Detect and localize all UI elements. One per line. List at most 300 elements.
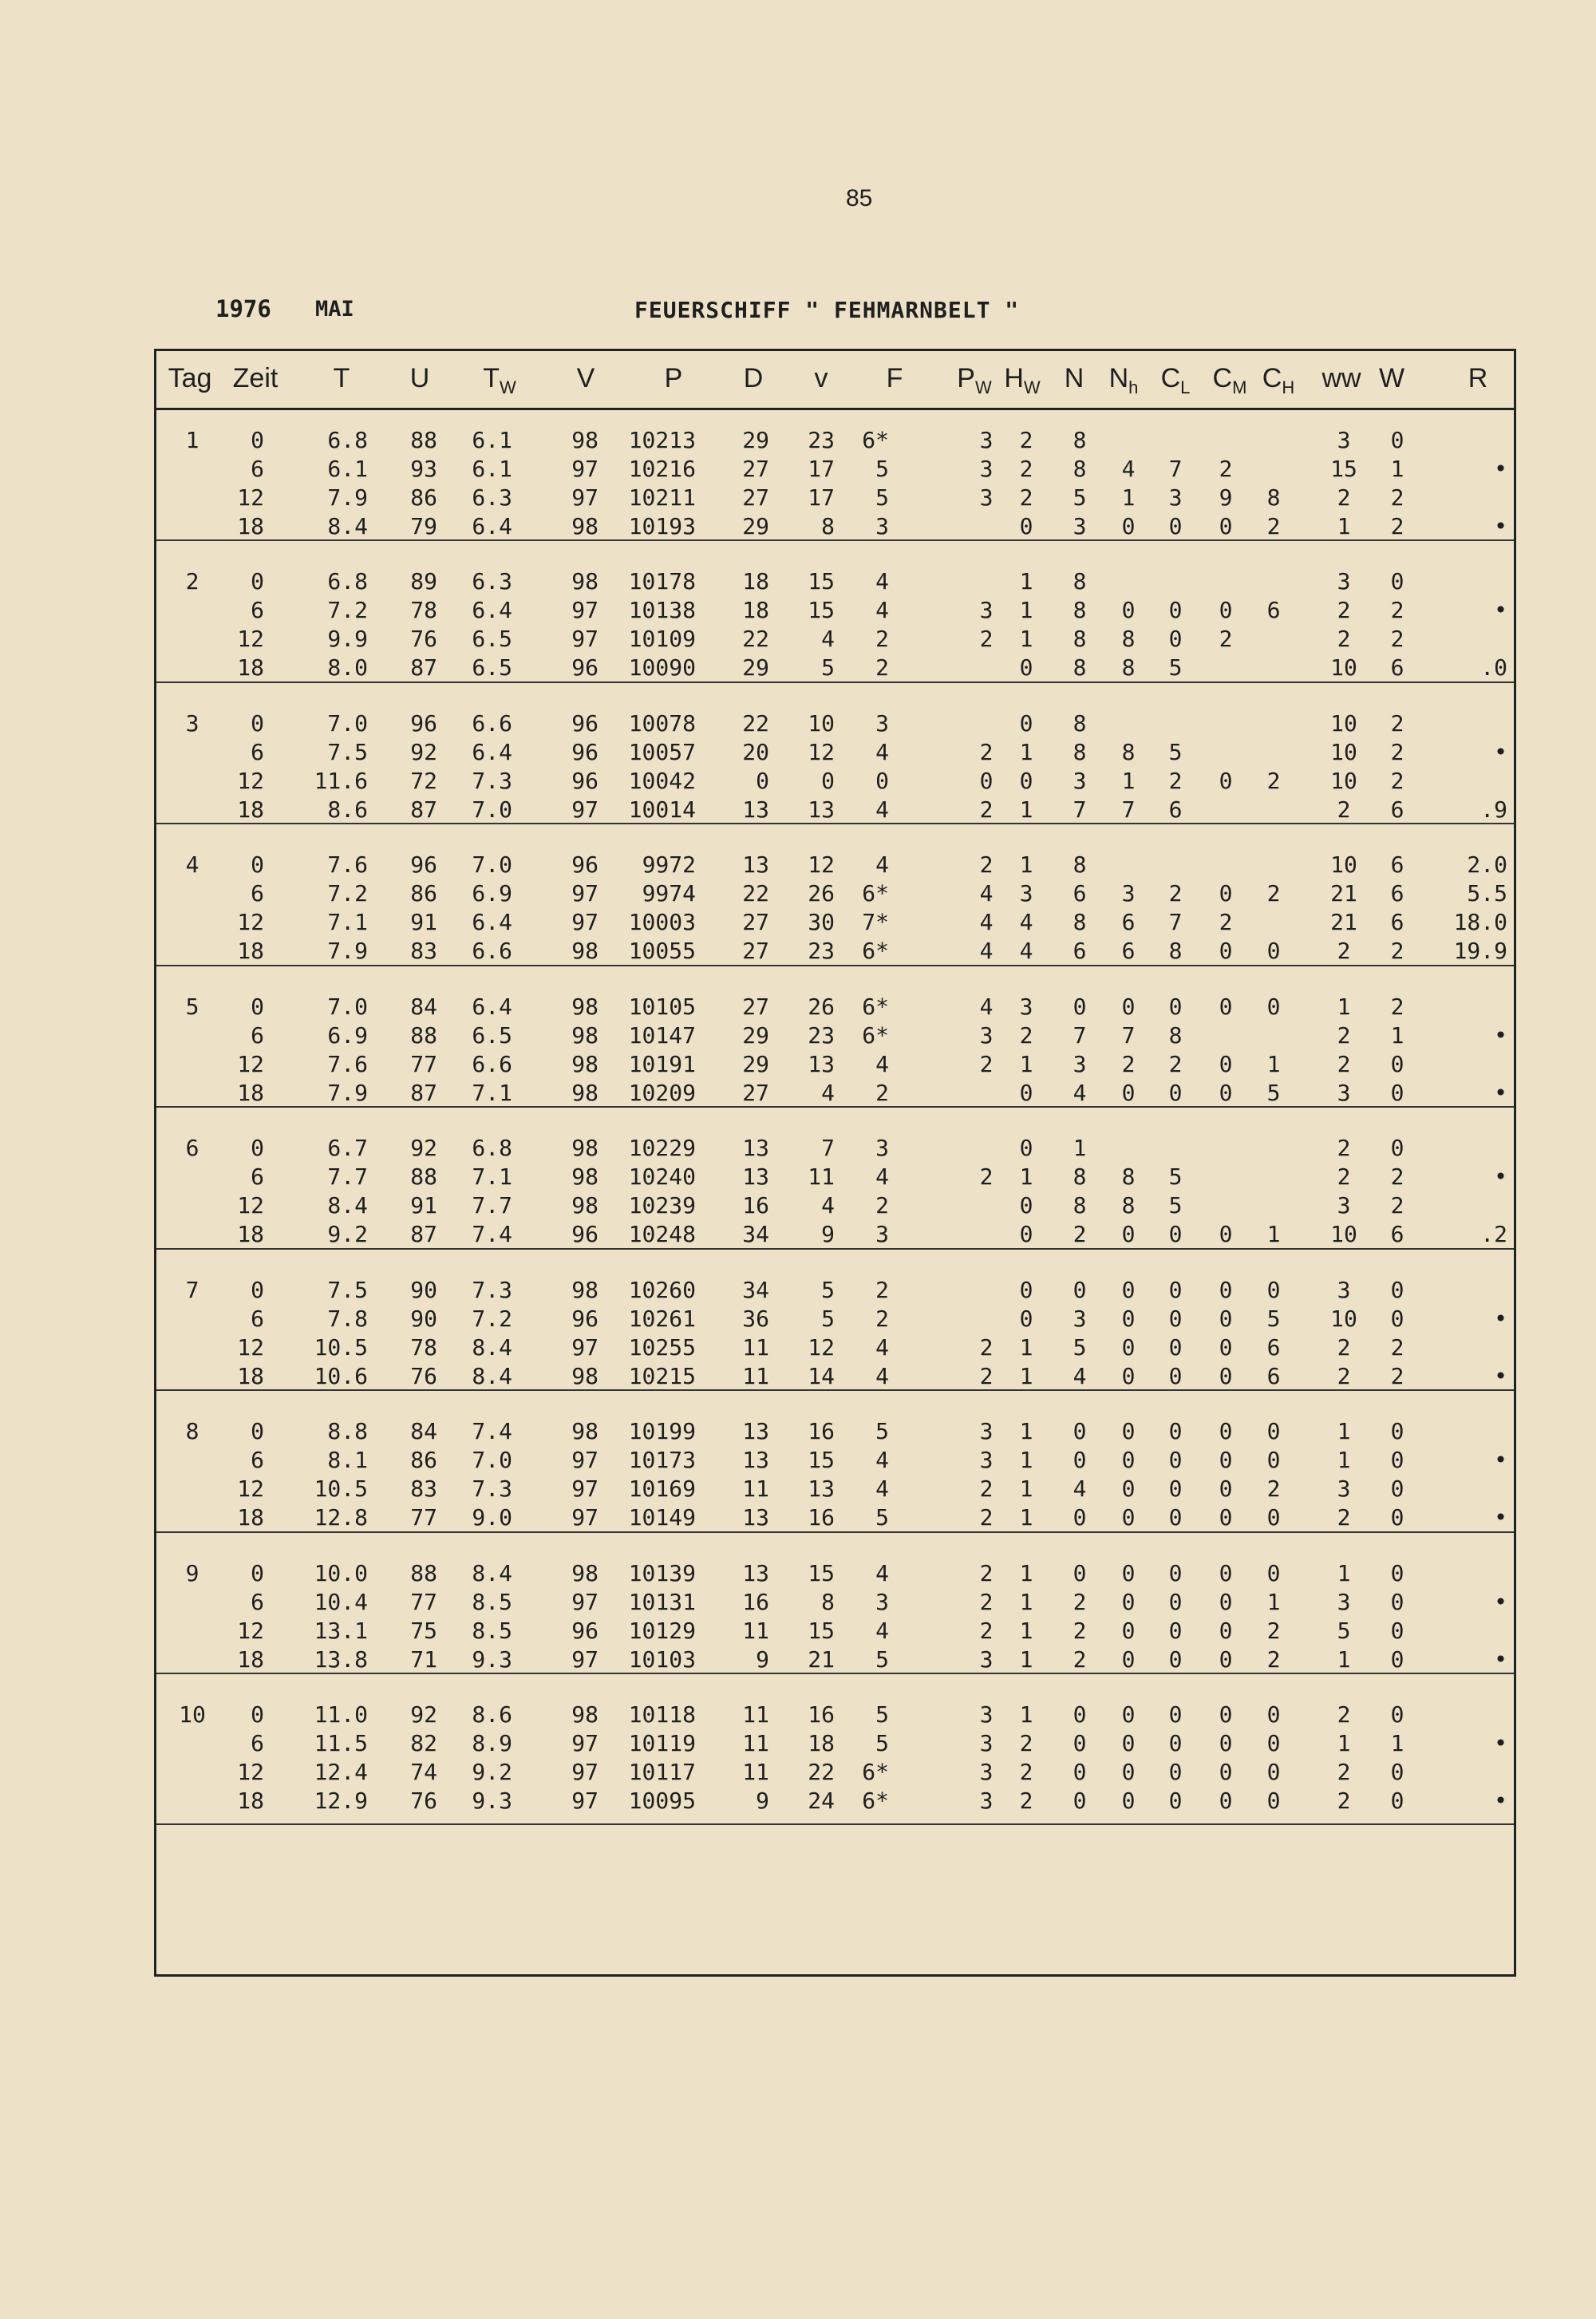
table-cell: 1 bbox=[1019, 1363, 1033, 1389]
table-cell: 2 bbox=[875, 1080, 889, 1106]
table-cell: 9.3 bbox=[472, 1646, 512, 1673]
table-cell: • bbox=[1494, 1447, 1507, 1473]
table-cell: 1 bbox=[1266, 1221, 1281, 1247]
table-cell: • bbox=[1494, 456, 1507, 482]
table-cell: 98 bbox=[571, 568, 598, 595]
table-cell: 5 bbox=[1337, 1618, 1351, 1644]
table-cell: 18 bbox=[237, 1788, 264, 1814]
table-cell: 7* bbox=[862, 909, 889, 935]
table-cell: 0 bbox=[1219, 1334, 1233, 1361]
table-cell: 18 bbox=[808, 1730, 835, 1756]
table-cell: 18.0 bbox=[1453, 909, 1507, 935]
table-cell: 6 bbox=[1390, 880, 1404, 907]
table-cell: 96 bbox=[571, 851, 598, 878]
table-cell: 0 bbox=[1219, 768, 1233, 794]
day-tag: 6 bbox=[185, 1135, 200, 1161]
table-cell: 2 bbox=[979, 1589, 994, 1615]
table-cell: 3 bbox=[979, 1759, 994, 1785]
table-cell: 0 bbox=[1219, 1476, 1233, 1502]
table-cell: 98 bbox=[571, 1363, 598, 1389]
table-cell: 21 bbox=[1330, 909, 1357, 935]
table-cell: 6 bbox=[251, 597, 264, 623]
table-cell: 89 bbox=[410, 568, 437, 595]
table-cell: 8.9 bbox=[472, 1730, 512, 1756]
table-cell: 2 bbox=[1019, 456, 1033, 482]
table-cell: 0 bbox=[1168, 1447, 1183, 1473]
table-cell: 1 bbox=[1019, 796, 1033, 823]
table-cell: 10105 bbox=[628, 994, 696, 1020]
table-cell: 1 bbox=[1019, 597, 1033, 623]
table-cell: 8.4 bbox=[472, 1334, 512, 1361]
column-header-label: C bbox=[1262, 363, 1282, 393]
table-row bbox=[156, 1022, 1513, 1051]
table-cell: 15 bbox=[808, 568, 835, 595]
table-cell: 0 bbox=[1219, 1306, 1233, 1332]
table-cell: 2 bbox=[1219, 909, 1233, 935]
table-cell: 16 bbox=[808, 1701, 835, 1728]
table-cell: 6 bbox=[251, 1730, 264, 1756]
table-cell: 11 bbox=[742, 1730, 769, 1756]
table-cell: 29 bbox=[742, 654, 769, 681]
table-cell: 2 bbox=[1337, 938, 1351, 964]
table-cell: 4 bbox=[821, 1192, 835, 1219]
table-cell: 4 bbox=[979, 880, 994, 907]
table-cell: 2 bbox=[1390, 710, 1404, 737]
table-row bbox=[156, 1135, 1513, 1163]
table-cell: 9 bbox=[1219, 484, 1233, 511]
table-cell: 97 bbox=[571, 1447, 598, 1473]
table-cell: .2 bbox=[1480, 1221, 1507, 1247]
table-cell: 5 bbox=[875, 1701, 889, 1728]
table-cell: 7.0 bbox=[327, 994, 368, 1020]
table-cell: 10178 bbox=[628, 568, 696, 595]
table-cell: 0 bbox=[1121, 1589, 1136, 1615]
table-cell: 8 bbox=[1073, 739, 1087, 765]
table-cell: 5 bbox=[875, 1418, 889, 1444]
table-cell: 98 bbox=[571, 427, 598, 453]
table-cell: 0 bbox=[1390, 1476, 1404, 1502]
table-cell: 6 bbox=[1266, 1334, 1281, 1361]
table-cell: 4 bbox=[875, 1163, 889, 1190]
table-cell: 3 bbox=[979, 456, 994, 482]
table-cell: 10119 bbox=[628, 1730, 696, 1756]
table-cell: 18 bbox=[237, 1646, 264, 1673]
table-cell: 10213 bbox=[628, 427, 696, 453]
table-cell: 10209 bbox=[628, 1080, 696, 1106]
table-cell: 3 bbox=[979, 1730, 994, 1756]
table-cell: 12.9 bbox=[314, 1788, 368, 1814]
table-cell: 18 bbox=[237, 654, 264, 681]
table-cell: 0 bbox=[1168, 1589, 1183, 1615]
table-cell: 2 bbox=[1390, 626, 1404, 652]
table-cell: 5 bbox=[1168, 1192, 1183, 1219]
table-cell: 0 bbox=[1121, 1080, 1136, 1106]
table-cell: 4 bbox=[1121, 456, 1136, 482]
table-cell: 83 bbox=[410, 938, 437, 964]
table-cell: 7.2 bbox=[472, 1306, 512, 1332]
column-header-10 bbox=[957, 363, 991, 398]
table-cell: 8.1 bbox=[327, 1447, 368, 1473]
table-cell: 7 bbox=[821, 1135, 835, 1161]
table-cell: 6 bbox=[251, 456, 264, 482]
table-cell: 6.9 bbox=[327, 1022, 368, 1049]
table-cell: 0 bbox=[1219, 1560, 1233, 1586]
table-cell: 4 bbox=[875, 1560, 889, 1586]
table-cell: 97 bbox=[571, 1788, 598, 1814]
table-cell: 3 bbox=[1337, 1277, 1351, 1303]
table-cell: 0 bbox=[1073, 1788, 1087, 1814]
column-header-label: R bbox=[1468, 363, 1488, 393]
table-cell: 0 bbox=[251, 1560, 264, 1586]
table-cell: 0 bbox=[1219, 1277, 1233, 1303]
table-cell: 4 bbox=[875, 1618, 889, 1644]
table-row bbox=[156, 427, 1513, 456]
table-cell: 0 bbox=[1219, 1418, 1233, 1444]
table-cell: 97 bbox=[571, 796, 598, 823]
table-cell: 2 bbox=[1337, 1701, 1351, 1728]
table-cell: 5 bbox=[875, 1504, 889, 1531]
table-cell: 97 bbox=[571, 1504, 598, 1531]
table-cell: 0 bbox=[1121, 1277, 1136, 1303]
table-cell: 2 bbox=[1337, 1334, 1351, 1361]
table-row bbox=[156, 938, 1513, 966]
table-cell: 0 bbox=[1019, 1306, 1033, 1332]
table-cell: 13 bbox=[742, 1418, 769, 1444]
table-row bbox=[156, 1589, 1513, 1618]
table-cell: 0 bbox=[1121, 1560, 1136, 1586]
column-header-subscript: L bbox=[1180, 377, 1191, 397]
table-cell: 8 bbox=[1073, 626, 1087, 652]
table-cell: 6 bbox=[1266, 1363, 1281, 1389]
table-cell: 0 bbox=[1168, 1618, 1183, 1644]
table-cell: 0 bbox=[1219, 938, 1233, 964]
table-cell: 10109 bbox=[628, 626, 696, 652]
table-cell: • bbox=[1494, 1504, 1507, 1531]
day-separator bbox=[156, 1248, 1514, 1250]
table-cell: 11 bbox=[742, 1334, 769, 1361]
table-cell: 10211 bbox=[628, 484, 696, 511]
column-header-subscript: W bbox=[500, 377, 516, 397]
table-cell: 18 bbox=[237, 1080, 264, 1106]
table-cell: 4 bbox=[875, 739, 889, 765]
table-cell: 98 bbox=[571, 1560, 598, 1586]
table-cell: 18 bbox=[742, 568, 769, 595]
table-cell: 12 bbox=[237, 909, 264, 935]
column-header-4 bbox=[483, 363, 516, 398]
table-cell: 0 bbox=[1121, 1730, 1136, 1756]
table-cell: 0 bbox=[1219, 1618, 1233, 1644]
table-cell: 10147 bbox=[628, 1022, 696, 1049]
table-cell: 3 bbox=[979, 1646, 994, 1673]
table-cell: 77 bbox=[410, 1589, 437, 1615]
table-cell: 2 bbox=[1019, 1022, 1033, 1049]
table-cell: 2 bbox=[1073, 1646, 1087, 1673]
column-header-3 bbox=[410, 363, 430, 394]
table-row bbox=[156, 568, 1513, 597]
table-cell: 8.4 bbox=[472, 1560, 512, 1586]
day-separator bbox=[156, 823, 1514, 824]
table-cell: 6.6 bbox=[472, 1051, 512, 1077]
table-cell: 9974 bbox=[642, 880, 696, 907]
table-cell: 13 bbox=[742, 796, 769, 823]
table-cell: 6 bbox=[1168, 796, 1183, 823]
table-cell: 3 bbox=[875, 1589, 889, 1615]
table-cell: 1 bbox=[1337, 1447, 1351, 1473]
table-cell: 10103 bbox=[628, 1646, 696, 1673]
table-cell: 3 bbox=[1073, 513, 1087, 539]
table-cell: 8 bbox=[1073, 427, 1087, 453]
table-cell: 82 bbox=[410, 1730, 437, 1756]
table-cell: 76 bbox=[410, 1363, 437, 1389]
table-cell: 12 bbox=[237, 1618, 264, 1644]
table-cell: • bbox=[1494, 1163, 1507, 1190]
table-row bbox=[156, 1306, 1513, 1334]
table-row bbox=[156, 1447, 1513, 1476]
table-cell: 12 bbox=[237, 1759, 264, 1785]
table-cell: 0 bbox=[1073, 994, 1087, 1020]
table-cell: 3 bbox=[1019, 880, 1033, 907]
table-cell: 0 bbox=[1219, 1701, 1233, 1728]
table-cell: 13 bbox=[742, 1447, 769, 1473]
table-cell: 0 bbox=[1168, 1504, 1183, 1531]
table-cell: 7.9 bbox=[327, 938, 368, 964]
table-cell: 12 bbox=[237, 1334, 264, 1361]
table-cell: 9.9 bbox=[327, 626, 368, 652]
table-cell: 6 bbox=[1390, 909, 1404, 935]
table-cell: 18 bbox=[237, 796, 264, 823]
table-cell: 0 bbox=[1121, 1646, 1136, 1673]
table-cell: 2 bbox=[1168, 1051, 1183, 1077]
table-cell: 2 bbox=[1219, 626, 1233, 652]
table-cell: 8 bbox=[1073, 654, 1087, 681]
table-cell: 88 bbox=[410, 1560, 437, 1586]
table-cell: 14 bbox=[808, 1363, 835, 1389]
table-cell: 0 bbox=[251, 1418, 264, 1444]
table-cell: 79 bbox=[410, 513, 437, 539]
table-cell: 3 bbox=[1337, 1192, 1351, 1219]
table-cell: 10 bbox=[1330, 768, 1357, 794]
column-header-label: W bbox=[1378, 363, 1405, 393]
table-cell: 2 bbox=[1390, 513, 1404, 539]
table-cell: 10.4 bbox=[314, 1589, 368, 1615]
table-cell: 2 bbox=[979, 1163, 994, 1190]
table-cell: 1 bbox=[1019, 1646, 1033, 1673]
table-cell: 11 bbox=[808, 1163, 835, 1190]
table-cell: 96 bbox=[571, 768, 598, 794]
table-cell: 10 bbox=[1330, 710, 1357, 737]
table-cell: 0 bbox=[1121, 513, 1136, 539]
table-cell: 0 bbox=[1121, 1418, 1136, 1444]
table-cell: 7.1 bbox=[472, 1080, 512, 1106]
table-cell: 97 bbox=[571, 1759, 598, 1785]
table-cell: 23 bbox=[808, 1022, 835, 1049]
table-cell: 0 bbox=[1168, 1701, 1183, 1728]
table-cell: 13 bbox=[742, 1504, 769, 1531]
table-cell: 0 bbox=[251, 1135, 264, 1161]
table-cell: 0 bbox=[1390, 1759, 1404, 1785]
table-cell: 0 bbox=[251, 710, 264, 737]
table-cell: 0 bbox=[1019, 1192, 1033, 1219]
table-cell: 6 bbox=[1073, 938, 1087, 964]
table-cell: 3 bbox=[979, 1788, 994, 1814]
table-cell: 10078 bbox=[628, 710, 696, 737]
table-row bbox=[156, 1418, 1513, 1447]
table-cell: 9972 bbox=[642, 851, 696, 878]
table-cell: 0 bbox=[1219, 1504, 1233, 1531]
table-cell: 0 bbox=[1121, 597, 1136, 623]
table-cell: 0 bbox=[1390, 1306, 1404, 1332]
table-cell: 8 bbox=[1121, 654, 1136, 681]
table-row bbox=[156, 1277, 1513, 1306]
table-cell: 11.5 bbox=[314, 1730, 368, 1756]
table-cell: 90 bbox=[410, 1277, 437, 1303]
day-separator bbox=[156, 965, 1514, 966]
column-header-label: H bbox=[1004, 363, 1024, 393]
table-cell: 86 bbox=[410, 1447, 437, 1473]
table-cell: 11.6 bbox=[314, 768, 368, 794]
column-header-14 bbox=[1161, 363, 1191, 398]
table-cell: 0 bbox=[1168, 1306, 1183, 1332]
column-header-label: T bbox=[333, 363, 350, 393]
table-cell: 10191 bbox=[628, 1051, 696, 1077]
table-cell: 0 bbox=[979, 768, 994, 794]
table-cell: 97 bbox=[571, 1730, 598, 1756]
column-header-7 bbox=[744, 363, 764, 394]
table-cell: 1 bbox=[1019, 1334, 1033, 1361]
table-cell: 0 bbox=[1121, 1363, 1136, 1389]
table-cell: 0 bbox=[1168, 626, 1183, 652]
table-cell: 0 bbox=[1390, 1560, 1404, 1586]
column-header-11 bbox=[1004, 363, 1040, 398]
table-cell: 13 bbox=[742, 1163, 769, 1190]
table-cell: 6.5 bbox=[472, 654, 512, 681]
table-cell: 10117 bbox=[628, 1759, 696, 1785]
table-cell: 3 bbox=[979, 1418, 994, 1444]
table-cell: 72 bbox=[410, 768, 437, 794]
table-cell: 6.8 bbox=[472, 1135, 512, 1161]
table-cell: 5 bbox=[875, 1646, 889, 1673]
table-cell: 5 bbox=[821, 1277, 835, 1303]
table-cell: 98 bbox=[571, 1080, 598, 1106]
table-cell: 6 bbox=[1266, 597, 1281, 623]
table-cell: 6 bbox=[1121, 938, 1136, 964]
table-cell: 8 bbox=[1168, 938, 1183, 964]
table-cell: 1 bbox=[1337, 1560, 1351, 1586]
table-cell: 0 bbox=[1168, 1080, 1183, 1106]
table-cell: 1 bbox=[1019, 568, 1033, 595]
table-cell: 29 bbox=[742, 427, 769, 453]
table-row bbox=[156, 1163, 1513, 1192]
table-cell: 10095 bbox=[628, 1788, 696, 1814]
table-cell: 2 bbox=[979, 1051, 994, 1077]
table-cell: 2 bbox=[1337, 1051, 1351, 1077]
table-cell: 18 bbox=[742, 597, 769, 623]
column-header-2 bbox=[334, 363, 350, 394]
table-cell: 0 bbox=[1390, 1277, 1404, 1303]
table-cell: 1 bbox=[1019, 1560, 1033, 1586]
table-cell: 1 bbox=[1337, 1646, 1351, 1673]
table-cell: 9.2 bbox=[327, 1221, 368, 1247]
table-cell: 1 bbox=[1019, 739, 1033, 765]
table-row bbox=[156, 513, 1513, 542]
table-cell: 22 bbox=[742, 626, 769, 652]
table-cell: 8 bbox=[1121, 1163, 1136, 1190]
column-header-label: F bbox=[886, 363, 903, 393]
table-cell: 6.1 bbox=[327, 456, 368, 482]
table-cell: 2 bbox=[875, 1277, 889, 1303]
table-cell: 10 bbox=[808, 710, 835, 737]
table-cell: 0 bbox=[1266, 1701, 1281, 1728]
table-cell: 10139 bbox=[628, 1560, 696, 1586]
table-cell: 1 bbox=[1073, 1135, 1087, 1161]
table-cell: 6 bbox=[251, 1022, 264, 1049]
table-row bbox=[156, 994, 1513, 1022]
table-cell: 5 bbox=[875, 456, 889, 482]
table-row bbox=[156, 1701, 1513, 1730]
table-cell: 2 bbox=[1337, 1788, 1351, 1814]
table-cell: 0 bbox=[1390, 1589, 1404, 1615]
table-cell: 1 bbox=[1390, 1022, 1404, 1049]
table-cell: 0 bbox=[1219, 1447, 1233, 1473]
table-cell: 0 bbox=[1121, 1306, 1136, 1332]
table-cell: 34 bbox=[742, 1221, 769, 1247]
table-cell: 77 bbox=[410, 1051, 437, 1077]
table-cell: 13 bbox=[742, 1135, 769, 1161]
table-cell: 0 bbox=[1019, 513, 1033, 539]
table-cell: 2 bbox=[1337, 1163, 1351, 1190]
table-cell: 0 bbox=[1073, 1418, 1087, 1444]
table-cell: 7.9 bbox=[327, 484, 368, 511]
table-cell: 4 bbox=[1073, 1080, 1087, 1106]
table-cell: 5 bbox=[1168, 1163, 1183, 1190]
table-cell: 13.8 bbox=[314, 1646, 368, 1673]
table-cell: 96 bbox=[571, 739, 598, 765]
table-cell: 6 bbox=[1390, 1221, 1404, 1247]
table-cell: 6.4 bbox=[472, 909, 512, 935]
table-cell: 4 bbox=[875, 851, 889, 878]
table-cell: 29 bbox=[742, 1051, 769, 1077]
table-cell: 97 bbox=[571, 1589, 598, 1615]
table-cell: 6 bbox=[1073, 880, 1087, 907]
table-cell: 76 bbox=[410, 626, 437, 652]
table-cell: 6.8 bbox=[327, 568, 368, 595]
table-cell: 17 bbox=[808, 484, 835, 511]
table-cell: 12 bbox=[237, 1476, 264, 1502]
table-cell: 7.0 bbox=[327, 710, 368, 737]
header-title: FEUERSCHIFF " FEHMARNBELT " bbox=[634, 297, 1020, 323]
table-cell: 10 bbox=[1330, 654, 1357, 681]
day-tag: 4 bbox=[185, 851, 200, 878]
table-cell: 0 bbox=[1073, 1504, 1087, 1531]
table-cell: 0 bbox=[1390, 1788, 1404, 1814]
table-cell: 8 bbox=[1073, 456, 1087, 482]
table-row bbox=[156, 851, 1513, 880]
table-cell: 0 bbox=[1219, 1221, 1233, 1247]
table-row bbox=[156, 484, 1513, 513]
table-cell: 4 bbox=[1073, 1363, 1087, 1389]
table-cell: 2 bbox=[1337, 1759, 1351, 1785]
table-cell: 6.7 bbox=[327, 1135, 368, 1161]
table-cell: 87 bbox=[410, 1221, 437, 1247]
table-row bbox=[156, 1221, 1513, 1250]
table-cell: 4 bbox=[1019, 909, 1033, 935]
table-cell: 7.1 bbox=[327, 909, 368, 935]
table-cell: 0 bbox=[1219, 994, 1233, 1020]
table-cell: 6.6 bbox=[472, 710, 512, 737]
table-cell: 84 bbox=[410, 1418, 437, 1444]
table-row bbox=[156, 1080, 1513, 1108]
table-cell: 4 bbox=[875, 597, 889, 623]
